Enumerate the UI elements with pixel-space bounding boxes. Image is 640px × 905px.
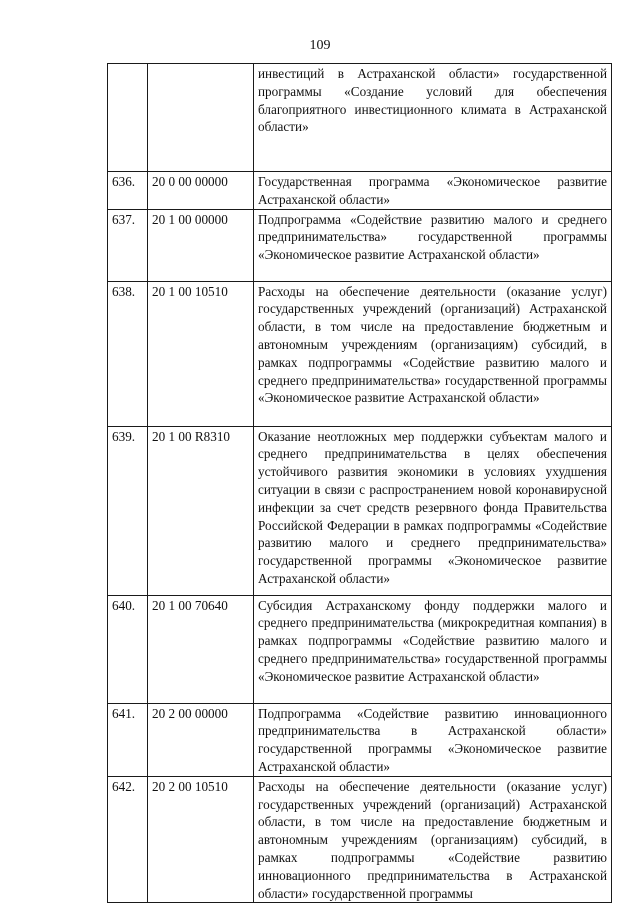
code-cell: 20 1 00 10510 bbox=[148, 281, 254, 426]
row-number-cell: 641. bbox=[108, 703, 148, 776]
table-row bbox=[108, 776, 612, 903]
table-row bbox=[108, 703, 612, 776]
code-cell: 20 2 00 00000 bbox=[148, 703, 254, 776]
description-cell: Субсидия Астраханскому фонду поддержки малого и среднего предпринимательства (микрокредитная компания) в рамках подпрограммы «Содействие развитию малого и среднего предпринимательства» государственной программы «Экономическое развитие Астраханской области» bbox=[254, 595, 612, 703]
table-row bbox=[108, 209, 612, 281]
description-cell: Государственная программа «Экономическое развитие Астраханской области» bbox=[254, 172, 612, 210]
row-number-cell: 636. bbox=[108, 172, 148, 210]
row-number-cell: 642. bbox=[108, 776, 148, 903]
row-number-cell: 638. bbox=[108, 281, 148, 426]
row-number-cell: 639. bbox=[108, 426, 148, 595]
row-number-cell: 637. bbox=[108, 209, 148, 281]
row-number-cell bbox=[108, 64, 148, 172]
description-cell: Подпрограмма «Содействие развитию малого и среднего предпринимательства» государственной программы «Экономическое развитие Астраханской области» bbox=[254, 209, 612, 281]
code-cell bbox=[148, 64, 254, 172]
table-row bbox=[108, 172, 612, 210]
code-cell: 20 0 00 00000 bbox=[148, 172, 254, 210]
description-cell: Расходы на обеспечение деятельности (оказание услуг) государственных учреждений (организаций) Астраханской области, в том числе на предоставление бюджетным и автономным учреждениям (организациям) субсидий, в рамках подпрограммы «Содействие развитию инновационного предпринимательства в Астраханской области» государственной программы bbox=[254, 776, 612, 903]
description-cell: Оказание неотложных мер поддержки субъектам малого и среднего предпринимательства в целях обеспечения устойчивого развития экономики в условиях ухудшения ситуации в связи с распространением новой коронавирусной инфекции за счет средств резервного фонда Правительства Российской Федерации в рамках подпрограммы «Содействие развитию малого и среднего предпринимательства» государственной программы «Экономическое развитие Астраханской области» bbox=[254, 426, 612, 595]
code-cell: 20 1 00 00000 bbox=[148, 209, 254, 281]
code-cell: 20 1 00 70640 bbox=[148, 595, 254, 703]
table-row bbox=[108, 595, 612, 703]
table-row bbox=[108, 426, 612, 595]
table-row bbox=[108, 64, 612, 172]
description-cell: Расходы на обеспечение деятельности (оказание услуг) государственных учреждений (организаций) Астраханской области, в том числе на предоставление бюджетным и автономным учреждениям (организациям) субсидий, в рамках подпрограммы «Содействие развитию малого и среднего предпринимательства» государственной программы «Экономическое развитие Астраханской области» bbox=[254, 281, 612, 426]
table-row bbox=[108, 281, 612, 426]
description-cell: Подпрограмма «Содействие развитию инновационного предпринимательства в Астраханской области» государственной программы «Экономическое развитие Астраханской области» bbox=[254, 703, 612, 776]
code-cell: 20 1 00 R8310 bbox=[148, 426, 254, 595]
row-number-cell: 640. bbox=[108, 595, 148, 703]
budget-classification-table bbox=[107, 63, 612, 903]
page-number: 109 bbox=[309, 38, 331, 53]
code-cell: 20 2 00 10510 bbox=[148, 776, 254, 903]
description-cell: инвестиций в Астраханской области» государственной программы «Создание условий для обеспечения благоприятного инвестиционного климата в Астраханской области» bbox=[254, 64, 612, 172]
